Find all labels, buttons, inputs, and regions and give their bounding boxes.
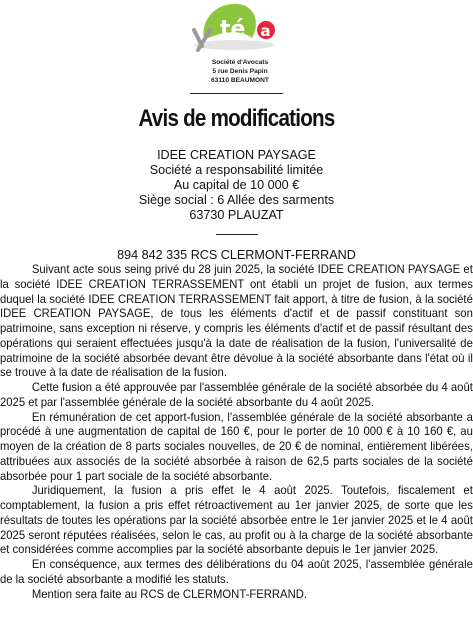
svg-text:té: té [220,17,246,42]
body-paragraph: En conséquence, aux termes des délibérations du 04 août 2025, l'assemblée générale de la société absorbante a modifié les statuts. [0,558,473,586]
body-paragraph: Suivant acte sous seing privé du 28 juin 2025, la société IDEE CREATION PAYSAGE et la société IDEE CREATION TERRASSEMENT ont établi un projet de fusion, aux termes duquel la société IDEE CREATION TERRASSEMENT fait apport, à titre de fusion, à la société IDEE CREATION PAYSAGE, de tous les éléments d'actif et de passif constituant son patrimoine, sans exception ni réserve, y compris les éléments d'actif et de passif résultant des opérations qui seraient effectuées jusqu'à la date de réalisation de la fusion, l'universalité de patrimoine de la société absorbée devant être dévolue à la société absorbante dans l'état où il se trouve à la date de réalisation de la fusion. [0,263,473,380]
notice-title: Avis de modifications [138,105,335,132]
company-name: IDEE CREATION PAYSAGE [157,148,316,162]
law-firm-logo [190,0,290,52]
firm-address-city: 63110 BEAUMONT [211,77,269,84]
ytea-logo-icon [190,0,290,52]
company-rcs: 894 842 335 RCS CLERMONT-FERRAND [117,248,356,262]
body-paragraph: Juridiquement, la fusion a pris effet le 4 août 2025. Toutefois, fiscalement et comptablement, la fusion a pris effet rétroactivement au 1er janvier 2025, de sorte que les résultats de toutes les opérations par la société absorbée entre le 1er janvier 2025 et le 4 août 2025 seront réputées réalisées, selon le cas, au profit ou à la charge de la société absorbante et considérées comme accomplies par la société absorbante depuis le 1er janvier 2025. [0,484,473,557]
firm-name: Société d'Avocats [211,59,269,66]
svg-text:a: a [260,22,271,40]
company-city: 63730 PLAUZAT [189,208,284,222]
body-paragraph: En rémunération de cet apport-fusion, l'assemblée générale de la société absorbante a procédé à une augmentation de capital de 160 €, pour le porter de 10 000 € à 10 160 €, au moyen de la création de 8 parts sociales nouvelles, de 20 € de nominal, entièrement libérées, attribuées aux associés de la société absorbée à raison de 62,5 parts sociales de la société absorbée pour 1 part sociale de la société absorbante. [0,410,473,483]
firm-address-street: 5 rue Denis Papin [212,68,268,75]
company-seat: Siège social : 6 Allée des sarments [138,193,335,207]
company-form: Société a responsabilité limitée [149,163,324,177]
section-divider [216,234,258,235]
notice-body [0,263,473,602]
header-divider [190,93,283,94]
company-capital: Au capital de 10 000 € [173,178,300,192]
body-paragraph: Mention sera faite au RCS de CLERMONT-FERRAND. [31,587,308,601]
body-paragraph: Cette fusion a été approuvée par l'assemblée générale de la société absorbée du 4 août 2025 et par l'assemblée générale de la société absorbante du 4 août 2025. [0,381,473,409]
